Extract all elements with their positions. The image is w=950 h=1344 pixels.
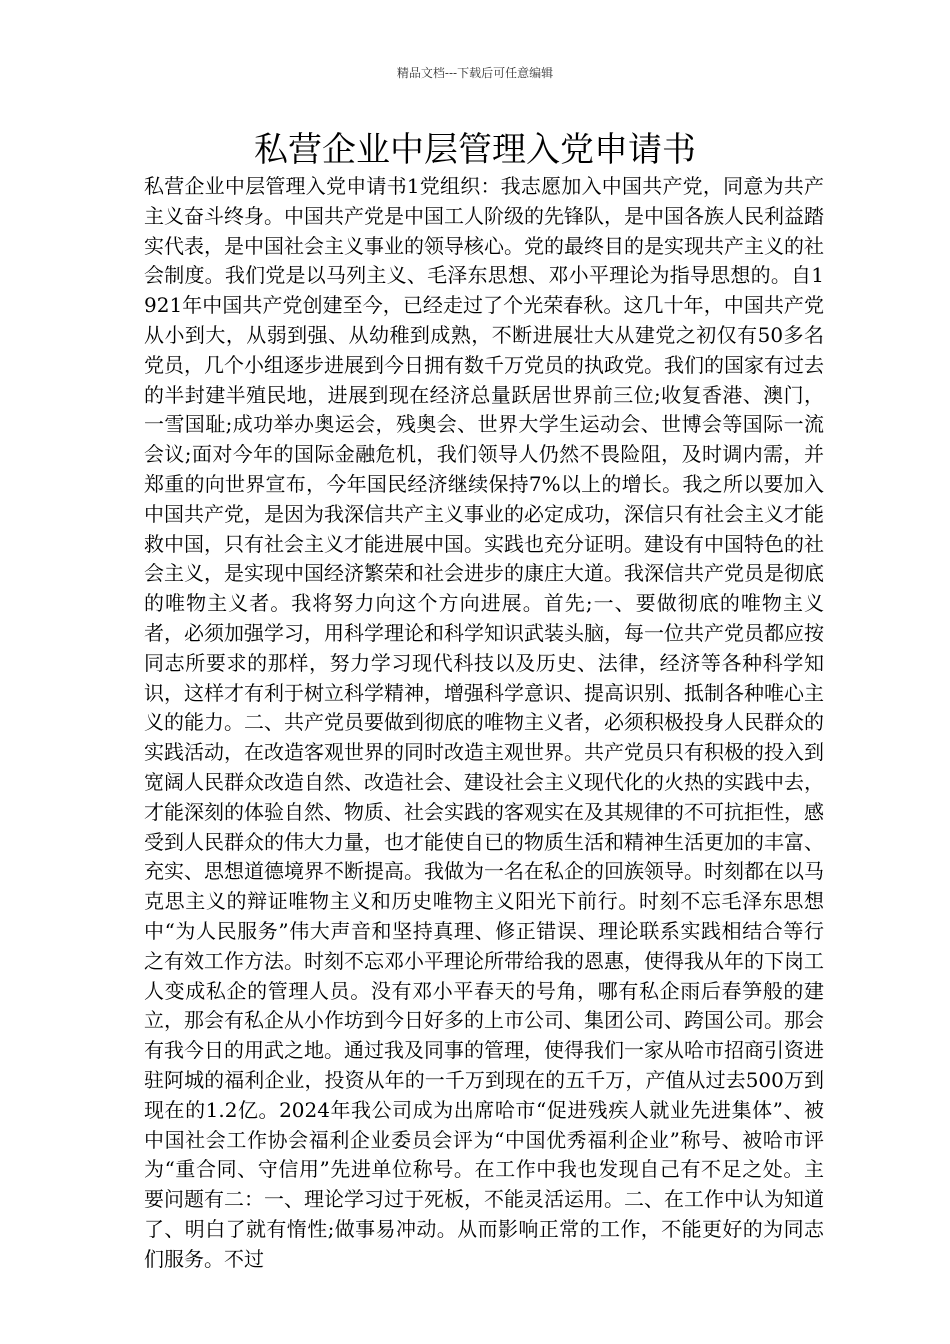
document-title: 私营企业中层管理入党申请书 (254, 130, 696, 170)
page-header: 精品文档---下载后可任意编辑 (396, 66, 554, 80)
document-body: 私营企业中层管理入党申请书1党组织：我志愿加入中国共产党，同意为共产主义奋斗终身。中国共产党是中国工人阶级的先锋队，是中国各族人民利益踏实代表，是中国社会主义事业的领导核心。党的最终目的是实现共产主义的社会制度。我们党是以马列主义、毛泽东思想、邓小平理论为指导思想的。自1921年中国共产党创建至今，已经走过了个光荣春秋。这几十年，中国共产党从小到大，从弱到强、从幼稚到成熟，不断进展壮大从建党之初仅有50多名党员，几个小组逐步进展到今日拥有数千万党员的执政党。我们的国家有过去的半封建半殖民地，进展到现在经济总量跃居世界前三位;收复香港、澳门，一雪国耻;成功举办奥运会，残奥会、世界大学生运动会、世博会等国际一流会议;面对今年的国际金融危机，我们领导人仍然不畏险阻，及时调内需，并郑重的向世界宣布，今年国民经济继续保持7%以上的增长。我之所以要加入中国共产党，是因为我深信共产主义事业的必定成功，深信只有社会主义才能救中国，只有社会主义才能进展中国。实践也充分证明。建设有中国特色的社会主义，是实现中国经济繁荣和社会进步的康庄大道。我深信共产党员是彻底的唯物主义者。我将努力向这个方向进展。首先;一、要做彻底的唯物主义者，必须加强学习，用科学理论和科学知识武装头脑，每一位共产党员都应按同志所要求的那样，努力学习现代科技以及历史、法律，经济等各种科学知识，这样才有利于树立科学精神，增强科学意识、提高识别、抵制各种唯心主义的能力。二、共产党员要做到彻底的唯物主义者，必须积极投身人民群众的实践活动，在改造客观世界的同时改造主观世界。共产党员只有积极的投入到宽阔人民群众改造自然、改造社会、建设社会主义现代化的火热的实践中去，才能深刻的体验自然、物质、社会实践的客观实在及其规律的不可抗拒性，感受到人民群众的伟大力量，也才能使自已的物质生活和精神生活更加的丰富、充实、思想道德境界不断提高。我做为一名在私企的回族领导。时刻都在以马克思主义的辩证唯物主义和历史唯物主义阳光下前行。时刻不忘毛泽东思想中“为人民服务”伟大声音和坚持真理、修正错误、理论联系实践相结合等行之有效工作方法。时刻不忘邓小平理论所带给我的恩惠，使得我从年的下岗工人变成私企的管理人员。没有邓小平春天的号角，哪有私企雨后春笋般的建立，那会有私企从小作坊到今日好多的上市公司、集团公司、跨国公司。那会有我今日的用武之地。通过我及同事的管理，使得我们一家从哈市招商引资进驻阿城的福利企业，投资从年的一千万到现在的五千万，产值从过去500万到现在的1.2亿。2024年我公司成为出席哈市“促进残疾人就业先进集体”、被中国社会工作协会福利企业委员会评为“中国优秀福利企业”称号、被哈市评为“重合同、守信用”先进单位称号。在工作中我也发现自己有不足之处。主要问题有二：一、理论学习过于死板，不能灵活运用。二、在工作中认为知道了、明白了就有惰性;做事易冲动。从而影响正常的工作，不能更好的为同志们服务。不过 (144, 174, 824, 1271)
